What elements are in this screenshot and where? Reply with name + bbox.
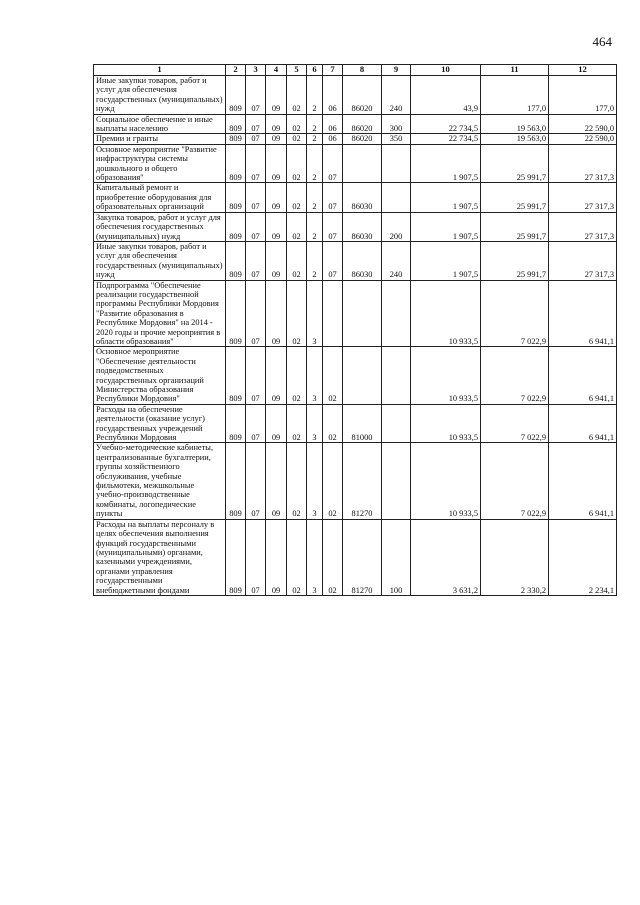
gov-code-cell: 809 (226, 212, 246, 241)
amount-cell: 7 022,9 (481, 404, 549, 443)
row-name-cell: Премии и гранты (94, 134, 226, 144)
event-cell: 06 (323, 114, 343, 134)
event-cell: 07 (323, 183, 343, 212)
amount-cell: 6 941,1 (549, 404, 617, 443)
amount-cell: 2 234,1 (549, 519, 617, 595)
page-number: 464 (592, 34, 612, 49)
event-cell: 06 (323, 76, 343, 115)
expense-type-cell: 240 (382, 76, 411, 115)
section-cell: 07 (246, 183, 266, 212)
program-cell: 02 (287, 443, 307, 519)
column-header: 11 (481, 65, 549, 76)
table-row (94, 280, 617, 347)
program-cell: 02 (287, 76, 307, 115)
expense-type-cell (382, 280, 411, 347)
column-header: 10 (411, 65, 481, 76)
column-header: 9 (382, 65, 411, 76)
amount-cell: 7 022,9 (481, 280, 549, 347)
row-name-cell: Иные закупки товаров, работ и услуг для обеспечения государственных (муниципальных) нужд (94, 241, 226, 280)
table-row (94, 183, 617, 212)
expense-type-cell (382, 183, 411, 212)
subprogram-cell: 2 (307, 212, 323, 241)
table-body (94, 76, 617, 596)
program-cell: 02 (287, 183, 307, 212)
subprogram-cell: 2 (307, 183, 323, 212)
gov-code-cell: 809 (226, 114, 246, 134)
table-row (94, 241, 617, 280)
event-cell: 02 (323, 519, 343, 595)
subsection-cell: 09 (266, 183, 287, 212)
subprogram-cell: 2 (307, 241, 323, 280)
subsection-cell: 09 (266, 347, 287, 404)
amount-cell: 6 941,1 (549, 280, 617, 347)
amount-cell: 25 991,7 (481, 144, 549, 183)
section-cell: 07 (246, 347, 266, 404)
subsection-cell: 09 (266, 212, 287, 241)
amount-cell: 10 933,5 (411, 443, 481, 519)
direction-cell (343, 347, 382, 404)
event-cell (323, 280, 343, 347)
table-row (94, 144, 617, 183)
subprogram-cell: 3 (307, 347, 323, 404)
direction-cell: 86020 (343, 114, 382, 134)
row-name-cell: Социальное обеспечение и иные выплаты населению (94, 114, 226, 134)
amount-cell: 1 907,5 (411, 212, 481, 241)
event-cell: 02 (323, 443, 343, 519)
section-cell: 07 (246, 114, 266, 134)
amount-cell: 27 317,3 (549, 183, 617, 212)
section-cell: 07 (246, 280, 266, 347)
expense-type-cell (382, 443, 411, 519)
amount-cell: 2 330,2 (481, 519, 549, 595)
program-cell: 02 (287, 241, 307, 280)
amount-cell: 25 991,7 (481, 241, 549, 280)
column-header: 7 (323, 65, 343, 76)
gov-code-cell: 809 (226, 144, 246, 183)
section-cell: 07 (246, 404, 266, 443)
amount-cell: 6 941,1 (549, 443, 617, 519)
amount-cell: 7 022,9 (481, 347, 549, 404)
expense-type-cell: 240 (382, 241, 411, 280)
gov-code-cell: 809 (226, 280, 246, 347)
direction-cell: 81270 (343, 519, 382, 595)
column-header: 6 (307, 65, 323, 76)
event-cell: 06 (323, 134, 343, 144)
column-header: 1 (94, 65, 226, 76)
row-name-cell: Основное мероприятие "Обеспечение деятельности подведомственных государственных организаций Министерства образования Республики Мордовия" (94, 347, 226, 404)
event-cell: 07 (323, 144, 343, 183)
row-name-cell: Иные закупки товаров, работ и услуг для обеспечения государственных (муниципальных) нужд (94, 76, 226, 115)
gov-code-cell: 809 (226, 183, 246, 212)
expense-type-cell: 300 (382, 114, 411, 134)
subsection-cell: 09 (266, 144, 287, 183)
amount-cell: 27 317,3 (549, 144, 617, 183)
event-cell: 07 (323, 241, 343, 280)
amount-cell: 25 991,7 (481, 212, 549, 241)
gov-code-cell: 809 (226, 443, 246, 519)
direction-cell (343, 144, 382, 183)
program-cell: 02 (287, 280, 307, 347)
expense-type-cell: 200 (382, 212, 411, 241)
table-row (94, 212, 617, 241)
section-cell: 07 (246, 519, 266, 595)
amount-cell: 22 734,5 (411, 114, 481, 134)
subsection-cell: 09 (266, 519, 287, 595)
subsection-cell: 09 (266, 241, 287, 280)
amount-cell: 22 590,0 (549, 114, 617, 134)
direction-cell: 86020 (343, 134, 382, 144)
expense-type-cell: 350 (382, 134, 411, 144)
amount-cell: 25 991,7 (481, 183, 549, 212)
program-cell: 02 (287, 134, 307, 144)
amount-cell: 7 022,9 (481, 443, 549, 519)
program-cell: 02 (287, 114, 307, 134)
subprogram-cell: 3 (307, 443, 323, 519)
subprogram-cell: 3 (307, 519, 323, 595)
amount-cell: 27 317,3 (549, 241, 617, 280)
subsection-cell: 09 (266, 114, 287, 134)
subsection-cell: 09 (266, 404, 287, 443)
subprogram-cell: 3 (307, 404, 323, 443)
gov-code-cell: 809 (226, 519, 246, 595)
gov-code-cell: 809 (226, 404, 246, 443)
table-row (94, 443, 617, 519)
direction-cell: 86030 (343, 212, 382, 241)
program-cell: 02 (287, 404, 307, 443)
row-name-cell: Расходы на обеспечение деятельности (оказание услуг) государственных учреждений Республики Мордовия (94, 404, 226, 443)
amount-cell: 1 907,5 (411, 241, 481, 280)
column-header: 5 (287, 65, 307, 76)
expense-type-cell (382, 404, 411, 443)
table-row (94, 114, 617, 134)
table-row (94, 76, 617, 115)
gov-code-cell: 809 (226, 76, 246, 115)
column-header: 3 (246, 65, 266, 76)
subsection-cell: 09 (266, 443, 287, 519)
subsection-cell: 09 (266, 134, 287, 144)
subsection-cell: 09 (266, 280, 287, 347)
program-cell: 02 (287, 144, 307, 183)
amount-cell: 177,0 (549, 76, 617, 115)
direction-cell (343, 280, 382, 347)
row-name-cell: Подпрограмма "Обеспечение реализации государственной программы Республики Мордовия "Развитие образования в Республике Мордовия" на 2014 - 2020 годы и прочие мероприятия в области образования" (94, 280, 226, 347)
row-name-cell: Закупка товаров, работ и услуг для обеспечения государственных (муниципальных) нужд (94, 212, 226, 241)
direction-cell: 81000 (343, 404, 382, 443)
amount-cell: 3 631,2 (411, 519, 481, 595)
row-name-cell: Расходы на выплаты персоналу в целях обеспечения выполнения функций государственными (муниципальными) органами, казенными учреждениями, органами управления государственными внебюджетными фондами (94, 519, 226, 595)
direction-cell: 86030 (343, 183, 382, 212)
amount-cell: 19 563,0 (481, 114, 549, 134)
table-header-row (94, 65, 617, 76)
gov-code-cell: 809 (226, 347, 246, 404)
section-cell: 07 (246, 144, 266, 183)
amount-cell: 10 933,5 (411, 280, 481, 347)
expense-type-cell (382, 144, 411, 183)
amount-cell: 6 941,1 (549, 347, 617, 404)
budget-table (93, 64, 617, 596)
program-cell: 02 (287, 347, 307, 404)
direction-cell: 86030 (343, 241, 382, 280)
table-row (94, 134, 617, 144)
row-name-cell: Основное мероприятие "Развитие инфраструктуры системы дошкольного и общего образования" (94, 144, 226, 183)
amount-cell: 27 317,3 (549, 212, 617, 241)
expense-type-cell: 100 (382, 519, 411, 595)
gov-code-cell: 809 (226, 241, 246, 280)
section-cell: 07 (246, 212, 266, 241)
direction-cell: 86020 (343, 76, 382, 115)
amount-cell: 43,9 (411, 76, 481, 115)
subsection-cell: 09 (266, 76, 287, 115)
table-row (94, 404, 617, 443)
amount-cell: 177,0 (481, 76, 549, 115)
event-cell: 02 (323, 404, 343, 443)
event-cell: 02 (323, 347, 343, 404)
row-name-cell: Учебно-методические кабинеты, централизованные бухгалтерии, группы хозяйственного обслуживания, учебные фильмотеки, межшкольные учебно-производственные комбинаты, логопедические пункты (94, 443, 226, 519)
column-header: 2 (226, 65, 246, 76)
expense-type-cell (382, 347, 411, 404)
gov-code-cell: 809 (226, 134, 246, 144)
amount-cell: 19 563,0 (481, 134, 549, 144)
section-cell: 07 (246, 134, 266, 144)
amount-cell: 1 907,5 (411, 144, 481, 183)
subprogram-cell: 2 (307, 144, 323, 183)
subprogram-cell: 2 (307, 134, 323, 144)
table-row (94, 519, 617, 595)
column-header: 12 (549, 65, 617, 76)
subprogram-cell: 3 (307, 280, 323, 347)
event-cell: 07 (323, 212, 343, 241)
section-cell: 07 (246, 443, 266, 519)
column-header: 8 (343, 65, 382, 76)
section-cell: 07 (246, 241, 266, 280)
amount-cell: 22 590,0 (549, 134, 617, 144)
program-cell: 02 (287, 519, 307, 595)
amount-cell: 1 907,5 (411, 183, 481, 212)
subprogram-cell: 2 (307, 76, 323, 115)
table-row (94, 347, 617, 404)
direction-cell: 81270 (343, 443, 382, 519)
program-cell: 02 (287, 212, 307, 241)
row-name-cell: Капитальный ремонт и приобретение оборудования для образовательных организаций (94, 183, 226, 212)
amount-cell: 10 933,5 (411, 347, 481, 404)
amount-cell: 10 933,5 (411, 404, 481, 443)
subprogram-cell: 2 (307, 114, 323, 134)
section-cell: 07 (246, 76, 266, 115)
column-header: 4 (266, 65, 287, 76)
amount-cell: 22 734,5 (411, 134, 481, 144)
